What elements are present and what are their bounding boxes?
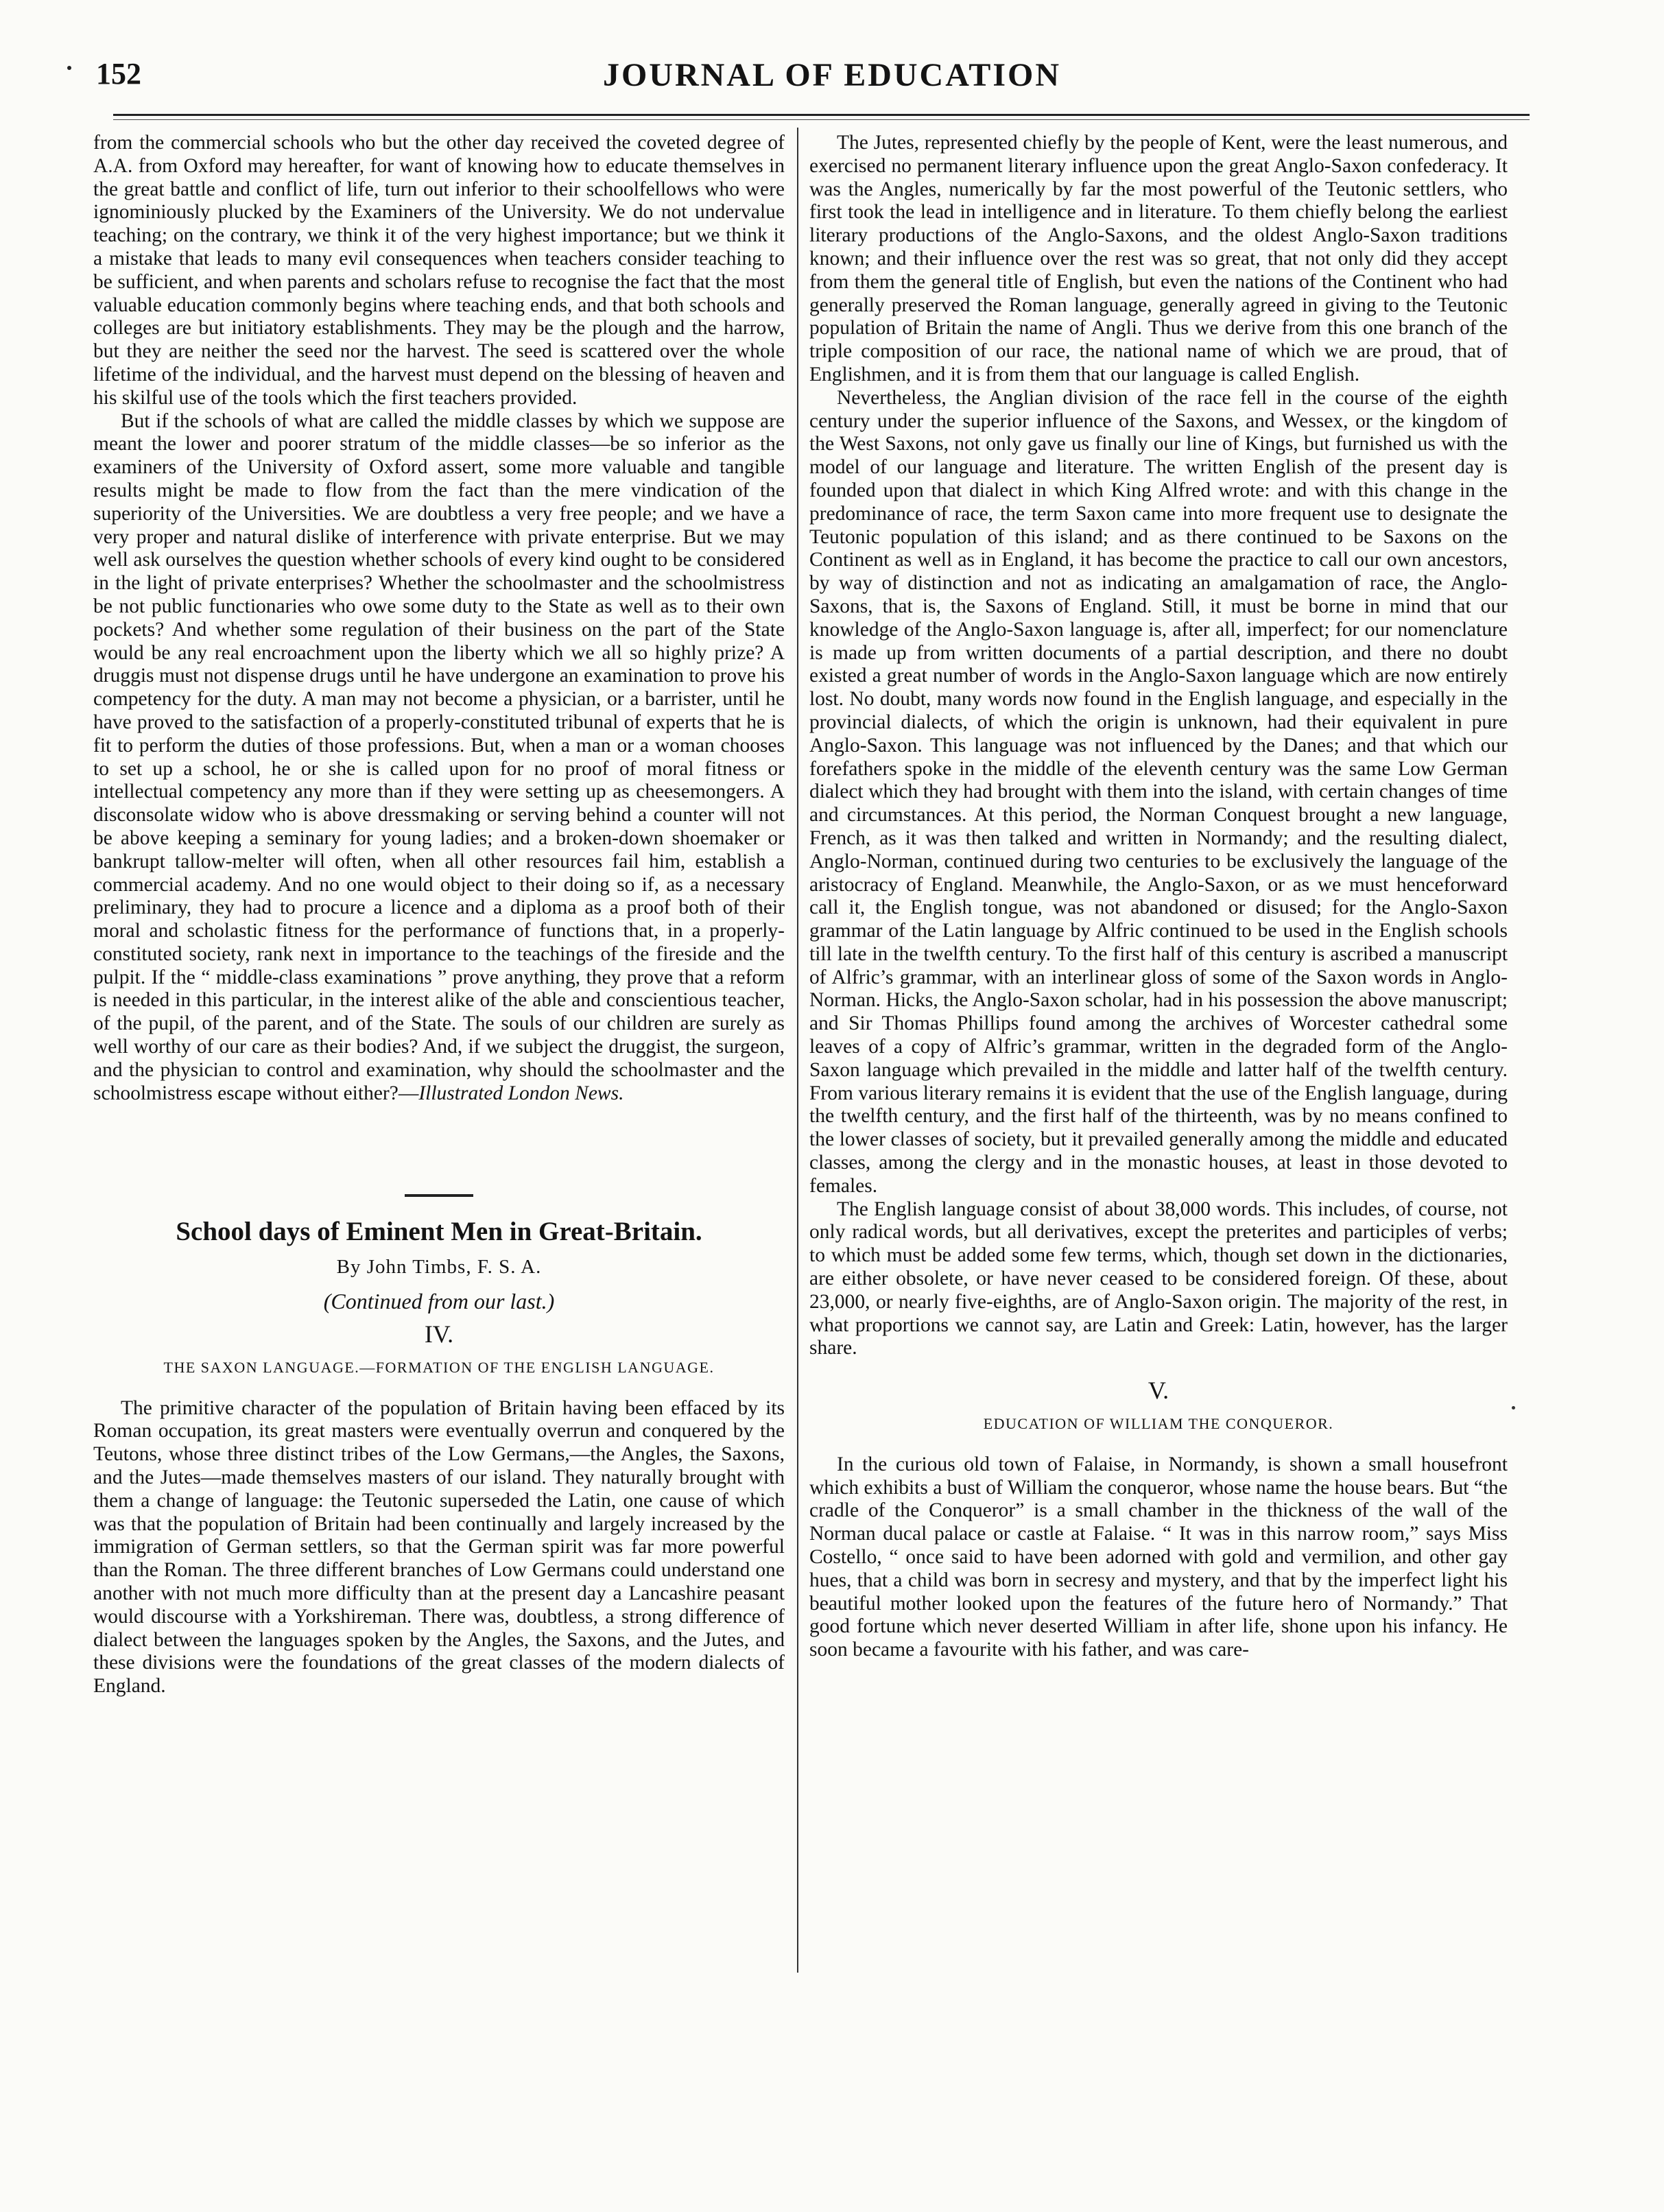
left-column bbox=[93, 132, 785, 1698]
paragraph-text: But if the schools of what are called the middle classes by which we suppose are meant the lower and poorer stratum of the middle classes—be so inferior as the examiners of the University of Oxford assert, some more valuable and tangible results might be made to flow from the fact than the mere vindication of the superiority of the Universities. We are doubtless a very free people; and we have a very proper and natural dislike of interference with private enterprise. But we may well ask ourselves the question whether schools of every kind ought to be considered in the light of private enterprises? Whether the schoolmaster and the schoolmistress be not public functionaries who owe some duty to the State as well as to their own pockets? And whether some regulation of their business on the part of the State would be any real encroachment upon the liberty which we all so highly prize? A druggis must not dispense drugs until he have undergone an examination to prove his competency for the duty. A man may not become a physician, or a barrister, until he have proved to the satisfaction of a properly-constituted tribunal of experts that he is fit to perform the duties of those professions. But, when a man or a woman chooses to set up a school, he or she is called upon for no proof of moral fitness or intellectual competency any more than if they were setting up as cheesemongers. A disconsolate widow who is above dressmaking or serving behind a counter will not be above keeping a seminary for young ladies; and a broken-down shoemaker or bankrupt tallow-melter will often, when all other resources fail him, establish a commercial academy. And no one would object to their doing so if, as a necessary preliminary, they had to procure a licence and a diploma as a proof both of their moral and scholastic fitness for the performance of functions that, in a properly-constituted society, rank next in importance to the teachings of the fireside and the pulpit. If the “ middle-class examinations ” prove anything, they prove that a reform is needed in this particular, in the interest alike of the able and conscientious teacher, of the pupil, of the parent, and of the State. The souls of our children are surely as well worthy of our care as their bodies? And, if we subject the druggist, the surgeon, and the physician to control and examination, why should the schoolmaster and the schoolmistress escape without either?— bbox=[93, 409, 785, 1104]
paragraph bbox=[93, 410, 785, 1106]
header-rule-thin bbox=[113, 119, 1530, 120]
byline: By John Timbs, F. S. A. bbox=[336, 1256, 542, 1279]
journal-title: JOURNAL OF EDUCATION bbox=[602, 57, 1062, 93]
part-number: V. bbox=[1148, 1377, 1169, 1405]
page-number: 152 bbox=[96, 57, 141, 91]
header-rule-thick bbox=[113, 114, 1530, 116]
part-number: IV. bbox=[424, 1320, 454, 1348]
column-divider bbox=[797, 128, 798, 1973]
paragraph: The English language consist of about 38,000 words. This includes, of course, not only radical words, but all derivatives, except the preterites and participles of verbs; to which must be added some few terms, which, though set down in the dictionaries, are either obsolete, or have never ceased to be considered foreign. Of these, about 23,000, or nearly five-eighths, are of Anglo-Saxon origin. The majority of the rest, in what proportions we cannot say, are Latin and Greek: Latin, however, has the larger share. bbox=[809, 1198, 1508, 1359]
article-title: School days of Eminent Men in Great-Britain. bbox=[176, 1217, 702, 1247]
paragraph: The Jutes, represented chiefly by the people of Kent, were the least numerous, and exercised no permanent literary influence upon the great Anglo-Saxon confederacy. It was the Angles, numerically by far the most powerful of the Teutonic settlers, who first took the lead in intelligence and in literature. To them chiefly belong the earliest literary productions of the Anglo-Saxons, and the oldest Anglo-Saxon traditions known; and their influence over the rest was so great, that not only did they accept from them the general title of English, but even the nations of the Continent who had generally preserved the Roman language, generally agreed in giving to the Teutonic population of Britain the name of Angli. Thus we derive from this one branch of the triple composition of our race, the national name of which we are proud, that of Englishmen, and it is from them that our language is called English. bbox=[809, 132, 1508, 385]
source-credit: Illustrated London News. bbox=[418, 1082, 624, 1104]
paragraph: from the commercial schools who but the other day received the coveted degree of A.A. from Oxford may hereafter, for want of knowing how to educate themselves in the great battle and conflict of life, turn out inferior to their schoolfellows who were ignominiously plucked by the Examiners of the University. We do not undervalue teaching; on the contrary, we think it of the very highest importance; but we think it a mistake that leads to many evil consequences when teachers consider teaching to be sufficient, and when parents and scholars refuse to recognise the fact that the most valuable education commonly begins where teaching ends, and that both schools and colleges are but initiatory establishments. They may be the plough and the harrow, but they are neither the seed nor the harvest. The seed is scattered over the whole lifetime of the individual, and the harvest must depend on the blessing of heaven and his skilful use of the tools which the first teachers provided. bbox=[93, 132, 785, 409]
ink-speck bbox=[1512, 1406, 1515, 1410]
paragraph: The primitive character of the population of Britain having been effaced by its Roman occupation, its great masters were eventually overrun and conquered by the Teutons, whose three distinct tribes of the Low Germans,—the Angles, the Saxons, and the Jutes—made themselves masters of our island. They naturally brought with them a change of language: the Teutonic superseded the Latin, one cause of which was that the population of Britain had been continually and largely increased by the immigration of German settlers, so that the German spirit was far more powerful than the Roman. The three different branches of Low Germans could understand one another with not much more difficulty than at the present day a Lancashire peasant would discourse with a Yorkshireman. There was, doubtless, a strong difference of dialect between the languages spoken by the Angles, the Saxons, and the Jutes, and these divisions were the foundations of the great classes of the modern dialects of England. bbox=[93, 1396, 785, 1698]
paragraph: Nevertheless, the Anglian division of the race fell in the course of the eighth century under the superior influence of the Saxons, and Wessex, or the kingdom of the West Saxons, not only gave us finally our line of Kings, but furnished us with the model of our language and literature. The written English of the present day is founded upon that dialect in which King Alfred wrote: and with this change in the predominance of race, the term Saxon came into more frequent use to designate the Teutonic population of this island; and as there continued to be Saxons on the Continent as well as in England, it has become the practice to call our own ancestors, by way of distinction and not as indicating an amalgamation of race, the Anglo-Saxons, that is, the Saxons of England. Still, it must be borne in mind that our knowledge of the Anglo-Saxon language is, after all, imperfect; for our nomenclature is made up from written documents of a partial description, and there no doubt existed a great number of words in the Anglo-Saxon language which are now entirely lost. No doubt, many words now found in the English language, and especially in the provincial dialects, of which the origin is unknown, had their equivalent in pure Anglo-Saxon. This language was not influenced by the Danes; and that which our forefathers spoke in the middle of the eleventh century was the same Low German dialect which they had brought with them into the island, with certain changes of time and circumstances. At this period, the Norman Conquest brought a new language, French, as it was then talked and written in Normandy; and the resulting dialect, Anglo-Norman, continued during two centuries to be exclusively the language of the aristocracy of England. Meanwhile, the Anglo-Saxon, or as we must henceforward call it, the English tongue, was not abandoned or disused; for the Anglo-Saxon grammar of the Latin language by Alfric continued to be used in the English schools till late in the twelfth century. To the first half of this century is ascribed a manuscript of Alfric’s grammar, with an interlinear gloss of some of the Saxon words in Anglo-Norman. Hicks, the Anglo-Saxon scholar, had in his possession the above manuscript; and Sir Thomas Phillips found among the archives of Worcester cathedral some leaves of a copy of Alfric’s grammar, written in the degraded form of the Anglo-Saxon language which prevailed in the middle and latter half of the twelfth century. From various literary remains it is evident that the use of the English language, during the twelfth century, and the first half of the thirteenth, was by no means confined to the lower classes of society, but it prevailed generally among the middle and educated classes, among the clergy and in the monastic houses, at least in those devoted to females. bbox=[809, 386, 1508, 1197]
continued-note: (Continued from our last.) bbox=[323, 1289, 555, 1314]
paragraph: In the curious old town of Falaise, in Normandy, is shown a small housefront which exhibits a bust of William the conqueror, whose name the house bears. But “the cradle of the Conqueror” is a small chamber in the thickness of the wall of the Norman ducal palace or castle at Falaise. “ It was in this narrow room,” says Miss Costello, “ once said to have been adorned with gold and vermilion, and other gay hues, that a child was born in secresy and mystery, and that by the imperfect light his beautiful mother looked upon the features of the future hero of Normandy.” That good fortune which never deserted William in after life, shone upon his infancy. He soon became a favourite with his father, and was care- bbox=[809, 1453, 1508, 1661]
right-column bbox=[809, 132, 1508, 1662]
section-heading: EDUCATION OF WILLIAM THE CONQUEROR. bbox=[983, 1415, 1334, 1433]
section-heading: THE SAXON LANGUAGE.—FORMATION OF THE ENGLISH LANGUAGE. bbox=[163, 1358, 715, 1376]
section-divider bbox=[405, 1194, 473, 1197]
